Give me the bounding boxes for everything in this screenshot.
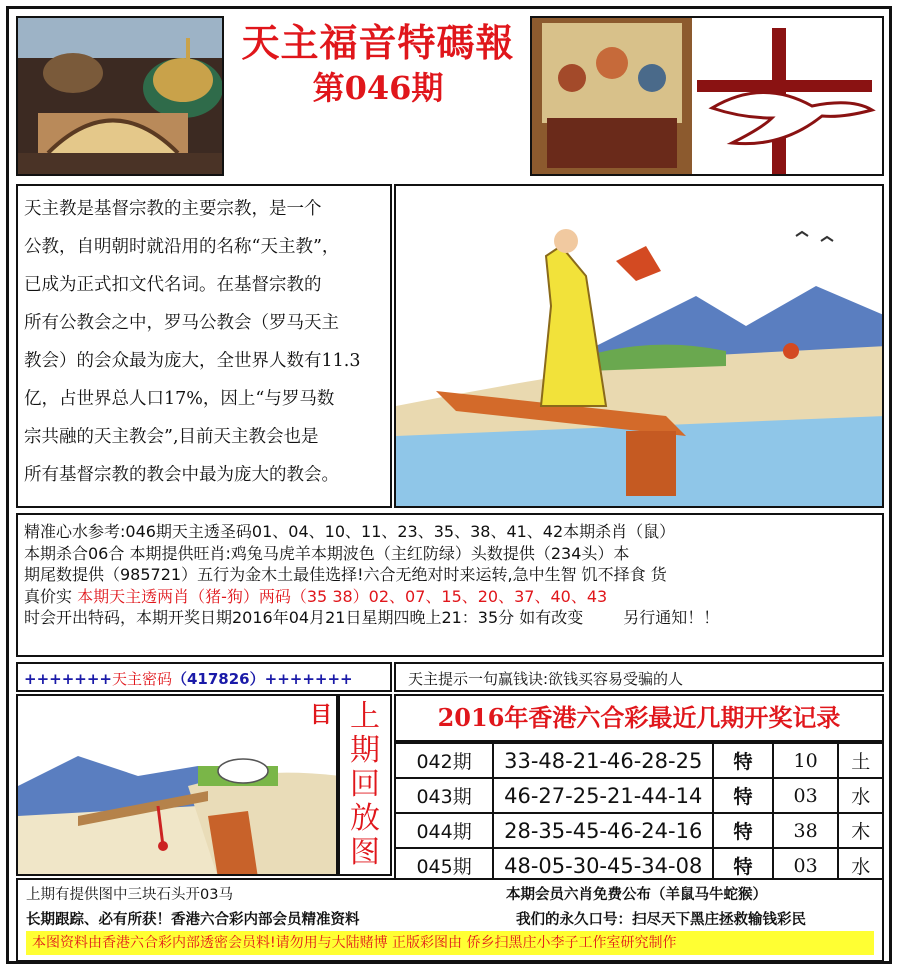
header-religious-image [530,16,884,176]
special-label-cell: 特 [713,848,773,883]
intro-line: 已成为正式扣文代名词。在基督宗教的 [24,275,322,295]
issue-number: 第046期 [312,69,444,107]
info-line-4 [24,586,876,608]
special-number-cell: 03 [773,778,839,813]
records-title-box [394,694,884,742]
replay-char: 图 [350,835,380,870]
intro-text [18,188,390,506]
records-table [394,742,884,884]
replay-char: 回 [350,767,380,802]
special-number-cell: 03 [773,848,839,883]
info-text [18,515,882,655]
table-row [395,813,883,848]
records-title: 2016年香港六合彩最近几期开奖记录 [437,703,841,732]
info-line-4-prefix: 真价实 [24,586,78,606]
intro-line: 所有公教会之中，罗马公教会（罗马天主 [24,313,339,333]
table-row [395,778,883,813]
info-line-1: 精准心水参考:046期天主透圣码01、04、10、11、23、35、38、41、42本期杀肖（鼠） [24,522,676,541]
issue-cell: 044期 [395,813,493,848]
tip-text: 天主提示一句赢钱诀:欲钱买容易受骗的人 [408,670,684,688]
element-cell: 土 [838,743,883,778]
bridge-illustration [394,184,884,508]
element-cell: 木 [838,813,883,848]
secret-code-box [16,662,392,692]
info-line-5 [24,607,876,629]
tip-box [394,662,884,692]
footer-banner-text: 本图资料由香港六合彩内部透密会员料!请勿用与大陆赌博 正版彩图由 侨乡扫黑庄小李子工作室研究制作 [32,935,677,951]
intro-line: 公教，自明朝时就沿用的名称“天主教”， [24,237,340,257]
replay-char: 放 [350,801,380,836]
intro-line: 天主教是基督宗教的主要宗教，是一个 [24,199,322,219]
footer-left-1: 上期有提供图中三块石头开03马 [26,886,233,903]
special-label-cell: 特 [713,813,773,848]
replay-char: 期 [350,733,380,768]
issue-cell: 042期 [395,743,493,778]
info-line-2: 本期杀合06合 本期提供旺肖:鸡兔马虎羊本期波色（主红防绿）头数提供（234头）本 [24,543,630,563]
footer-right-2: 我们的永久口号：扫尽天下黑庄拯救输钱彩民 [516,911,806,928]
footer-banner [26,931,874,955]
table-row [395,743,883,778]
intro-line: 所有基督宗教的教会中最为庞大的教会。 [24,465,339,485]
element-cell: 水 [838,778,883,813]
special-number-cell: 10 [773,743,839,778]
replay-mark: 目 [310,703,333,728]
special-label-cell: 特 [713,743,773,778]
issue-cell: 043期 [395,778,493,813]
draw-date-text: 时会开出特码，本期开奖日期2016年04月21日星期四晚上21：35分 如有改变 [24,608,584,627]
intro-line: 宗共融的天主教会”,目前天主教会也是 [24,427,319,447]
numbers-cell: 33-48-21-46-28-25 [493,743,713,778]
footer-left-2: 长期跟踪、必有所获！香港六合彩内部会员精准资料 [26,911,360,928]
special-number-cell: 38 [773,813,839,848]
issue-cell: 045期 [395,848,493,883]
footer-right-1: 本期会员六肖免费公布（羊鼠马牛蛇猴） [506,886,767,903]
numbers-cell: 28-35-45-46-24-16 [493,813,713,848]
numbers-cell: 46-27-25-21-44-14 [493,778,713,813]
secret-label: 天主密码 [111,670,172,688]
header-cathedral-image [16,16,224,176]
replay-char: 上 [350,699,380,734]
highlight-pick: 本期天主透两肖（猪-狗）两码（35 38）02、07、15、20、37、40、43 [77,586,608,606]
special-label-cell: 特 [713,778,773,813]
element-cell: 水 [838,848,883,883]
page-title: 天主福音特碼報 [241,20,515,65]
intro-line: 教会）的会众最为庞大，全世界人数有11.3 [24,351,361,371]
replay-illustration [16,694,338,876]
replay-label [340,700,390,870]
plus-decoration: +++++++ [24,670,112,688]
notice-text: 另行通知！！ [623,608,720,627]
header-title-block [228,20,528,110]
info-line-3: 期尾数提供（985721）五行为金木土最佳选择!六合无绝对时来运转,急中生智 饥不择食 货 [24,565,667,584]
plus-decoration: +++++++ [264,670,353,688]
footer-text [18,878,882,962]
secret-code: （417826） [172,670,265,688]
numbers-cell: 48-05-30-45-34-08 [493,848,713,883]
intro-line: 亿，占世界总人口17%，因上“与罗马数 [24,389,335,409]
